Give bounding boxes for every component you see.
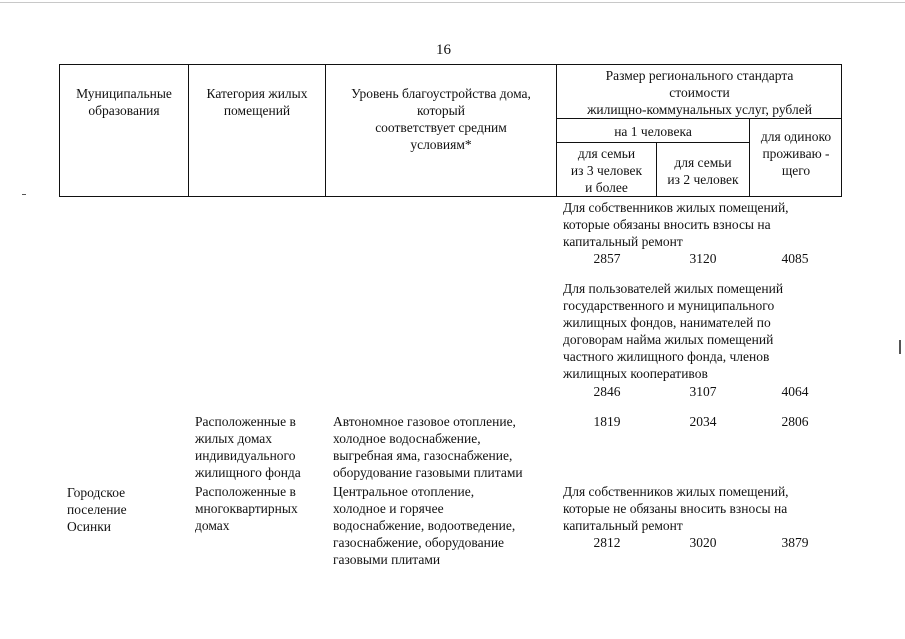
value-family2: 3120 [689,251,717,266]
header-municipality: Муниципальные образования [76,86,172,118]
category-apartment-buildings: Расположенные в многоквартирных домах [195,484,298,533]
header-single: для одиноко проживаю - щего [760,129,832,178]
header-per-person: на 1 человека [614,124,692,139]
header-standard-size: Размер регионального стандарта стоимости жилищно-коммунальных услуг, рублей [587,68,812,117]
category-individual-houses: Расположенные в жилых домах индивидуального жилищного фонда [195,414,301,480]
note-users-state-funds: Для пользователей жилых помещений государственного и муниципального жилищных фондов, нанимателей по договорам найма жилых помещений частного жилищного фонда, членов жилищных кооперативов [563,281,784,381]
value-single: 4085 [781,251,809,266]
header-family-2: для семьи из 2 человек [667,155,739,187]
value-family2: 2034 [689,414,717,429]
level-autonomous-gas: Автономное газовое отопление, холодное водоснабжение, выгребная яма, газоснабжение, оборудование газовыми плитами [333,414,523,480]
level-central-heating: Центральное отопление, холодное и горячее водоснабжение, водоотведение, газоснабжение, оборудование газовыми плитами [333,484,516,567]
header-family-3: для семьи из 3 человек и более [570,146,643,195]
header-category: Категория жилых помещений [206,86,308,118]
value-family2: 3020 [689,535,717,550]
page-number: 16 [436,42,451,58]
scan-mark [899,340,901,354]
header-divider [556,118,842,119]
scan-mark [22,194,26,195]
note-owners-without-capital-repair: Для собственников жилых помещений, которые не обязаны вносить взносы на капитальный ремонт [563,484,789,533]
header-divider [556,142,749,143]
value-family3: 2857 [593,251,621,266]
header-divider [188,64,189,197]
scan-edge-line [0,2,905,3]
value-single: 4064 [781,384,809,399]
municipality-osinki: Городское поселение Осинки [67,485,127,534]
note-owners-with-capital-repair: Для собственников жилых помещений, которые обязаны вносить взносы на капитальный ремонт [563,200,789,249]
value-single: 2806 [781,414,809,429]
value-family3: 2812 [593,535,621,550]
value-family2: 3107 [689,384,717,399]
value-family3: 1819 [593,414,621,429]
value-single: 3879 [781,535,809,550]
header-level: Уровень благоустройства дома, который соответствует средним условиям* [351,86,531,152]
value-family3: 2846 [593,384,621,399]
